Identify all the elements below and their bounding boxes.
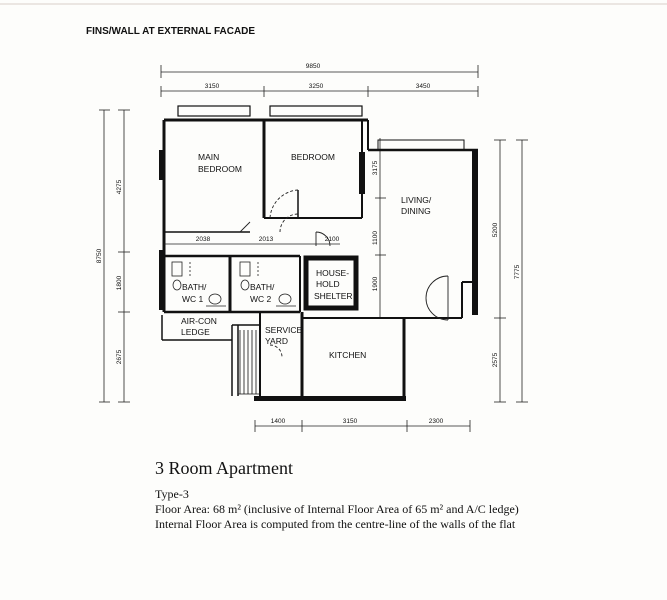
dim-mid-a: 2038	[195, 236, 211, 243]
dim-left-b: 1800	[116, 275, 123, 291]
dim-left-a: 4275	[116, 179, 123, 195]
label-bedroom: BEDROOM	[291, 152, 335, 162]
right-dimensions	[494, 140, 528, 402]
dim-bottom-a: 1400	[270, 418, 286, 425]
area-note: Internal Floor Area is computed from the centre-line of the walls of the flat	[155, 517, 516, 531]
left-dimensions	[99, 110, 130, 402]
label-kitchen: KITCHEN	[329, 350, 367, 360]
dim-inner-b: 1100	[372, 231, 379, 245]
label-bath-1: BATH/ WC 1	[182, 282, 207, 304]
label-bath-2: BATH/ WC 2	[250, 282, 275, 304]
plan-caption	[155, 458, 655, 532]
dim-right-b: 2575	[492, 352, 499, 368]
label-main-bedroom: MAIN BEDROOM	[198, 152, 242, 174]
dim-top-total: 9850	[305, 63, 321, 70]
dim-bottom-c: 2300	[428, 418, 444, 425]
dim-top-a: 3150	[204, 83, 220, 90]
label-household-shelter: HOUSE- HOLD SHELTER	[314, 268, 353, 301]
dim-inner-c: 1900	[372, 276, 379, 292]
dim-right-total: 7775	[514, 264, 521, 280]
dim-left-c: 2675	[116, 349, 123, 365]
dim-inner-a: 3175	[372, 160, 379, 176]
apartment-title: 3 Room Apartment	[155, 458, 293, 478]
dim-top-c: 3450	[415, 83, 431, 90]
label-service-yard: SERVICE YARD	[265, 325, 303, 346]
apartment-type: Type-3	[155, 487, 189, 501]
dim-bottom-b: 3150	[342, 418, 358, 425]
label-living-dining: LIVING/ DINING	[401, 195, 432, 216]
dim-left-total: 8750	[96, 248, 103, 264]
dim-top-b: 3250	[308, 83, 324, 90]
walls	[159, 106, 478, 401]
dim-right-a: 5200	[492, 222, 499, 238]
dim-mid-c: 2100	[324, 236, 340, 243]
floor-area: Floor Area: 68 m² (inclusive of Internal Floor Area of 65 m² and A/C ledge)	[155, 502, 519, 516]
label-aircon-ledge: AIR-CON LEDGE	[181, 316, 217, 337]
dim-mid-b: 2013	[258, 236, 274, 243]
facade-note: FINS/WALL AT EXTERNAL FACADE	[86, 26, 256, 37]
